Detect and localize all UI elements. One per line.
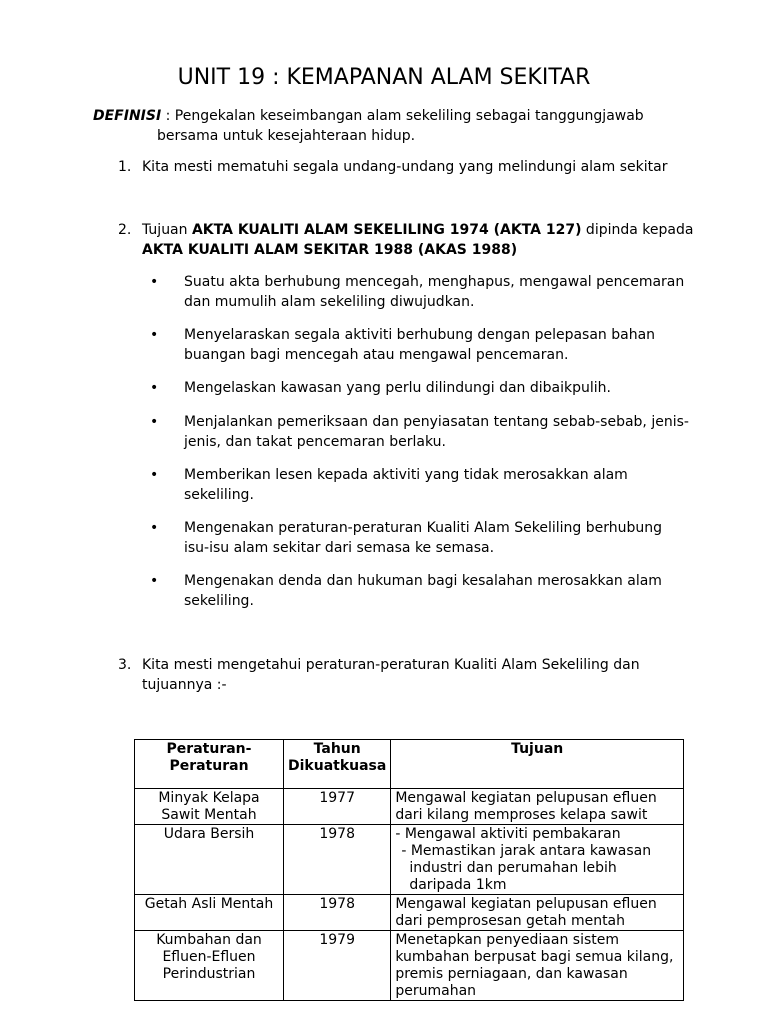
bullet-item	[150, 518, 690, 558]
bullet-text: Mengenakan denda dan hukuman bagi kesalahan merosakkan alam sekeliling.	[184, 573, 662, 609]
bullet-icon: •	[150, 274, 159, 290]
bullet-item	[150, 378, 690, 398]
akas-1988-name: AKTA KUALITI ALAM SEKITAR 1988 (AKAS 1988)	[142, 242, 518, 258]
table-row	[135, 931, 684, 1001]
bullet-text: Menjalankan pemeriksaan dan penyiasatan tentang sebab-sebab, jenis-jenis, dan takat pencemaran berlaku.	[184, 414, 689, 450]
list-item-2	[118, 220, 698, 260]
table-row	[135, 895, 684, 931]
definition-text-line1: : Pengekalan keseimbangan alam sekeliling sebagai tanggungjawab	[161, 108, 644, 124]
item-number: 2.	[118, 222, 132, 238]
akta-1974-name: AKTA KUALITI ALAM SEKELILING 1974 (AKTA 127)	[191, 222, 582, 238]
cell-name: Kumbahan dan Efluen-Efluen Perindustrian	[135, 931, 284, 1001]
cell-name: Udara Bersih	[135, 825, 284, 895]
definition-label: DEFINISI	[93, 108, 162, 124]
table-header-row	[135, 740, 684, 789]
cell-year: 1977	[284, 789, 391, 825]
bullet-item	[150, 272, 690, 312]
cell-year: 1979	[284, 931, 391, 1001]
bullet-item	[150, 325, 690, 365]
bullet-item	[150, 571, 690, 611]
item-text-pre: Tujuan	[142, 222, 192, 238]
bullet-icon: •	[150, 573, 159, 589]
item-text	[142, 220, 698, 260]
purpose-line-2: - Memastikan jarak antara kawasan industri dan perumahan lebih daripada 1km	[401, 843, 652, 893]
bullet-text: Suatu akta berhubung mencegah, menghapus, mengawal pencemaran dan mumulih alam sekeliling diwujudkan.	[184, 274, 685, 310]
item-text: Kita mesti mengetahui peraturan-peraturan Kualiti Alam Sekeliling dan tujuannya :-	[142, 657, 640, 693]
cell-year: 1978	[284, 825, 391, 895]
bullet-text: Menyelaraskan segala aktiviti berhubung dengan pelepasan bahan buangan bagi mencegah atau mengawal pencemaran.	[184, 327, 656, 363]
cell-year: 1978	[284, 895, 391, 931]
bullet-icon: •	[150, 414, 159, 430]
header-tujuan: Tujuan	[391, 740, 684, 789]
bullet-icon: •	[150, 467, 159, 483]
bullet-text: Mengelaskan kawasan yang perlu dilindungi dan dibaikpulih.	[184, 380, 611, 396]
list-item-3	[118, 655, 698, 695]
list-item-1	[118, 157, 698, 177]
item-text: Kita mesti mematuhi segala undang-undang yang melindungi alam sekitar	[142, 159, 668, 175]
header-tahun: Tahun Dikuatkuasa	[284, 740, 391, 789]
cell-purpose: Menetapkan penyediaan sistem kumbahan berpusat bagi semua kilang, premis perniagaan, dan kawasan perumahan	[391, 931, 684, 1001]
item-text-mid: dipinda kepada	[581, 222, 694, 238]
cell-purpose: Mengawal kegiatan pelupusan efluen dari kilang memproses kelapa sawit	[391, 789, 684, 825]
cell-purpose	[391, 825, 684, 895]
bullet-text: Mengenakan peraturan-peraturan Kualiti Alam Sekeliling berhubung isu-isu alam sekitar dari semasa ke semasa.	[184, 520, 663, 556]
table-row	[135, 789, 684, 825]
item-number: 3.	[118, 657, 132, 673]
cell-name: Minyak Kelapa Sawit Mentah	[135, 789, 284, 825]
page-title: UNIT 19 : KEMAPANAN ALAM SEKITAR	[177, 65, 591, 90]
cell-name: Getah Asli Mentah	[135, 895, 284, 931]
bullet-text: Memberikan lesen kepada aktiviti yang tidak merosakkan alam sekeliling.	[184, 467, 628, 503]
bullet-item	[150, 412, 690, 452]
header-peraturan: Peraturan-Peraturan	[135, 740, 284, 789]
regulations-table	[134, 739, 684, 1001]
bullet-icon: •	[150, 520, 159, 536]
cell-purpose: Mengawal kegiatan pelupusan efluen dari pemprosesan getah mentah	[391, 895, 684, 931]
definition-text-line2: bersama untuk kesejahteraan hidup.	[157, 128, 416, 144]
definition	[93, 106, 693, 146]
table-row	[135, 825, 684, 895]
item-number: 1.	[118, 159, 132, 175]
bullet-icon: •	[150, 380, 159, 396]
bullet-icon: •	[150, 327, 159, 343]
purpose-line-1: - Mengawal aktiviti pembakaran	[395, 826, 621, 842]
bullet-item	[150, 465, 690, 505]
